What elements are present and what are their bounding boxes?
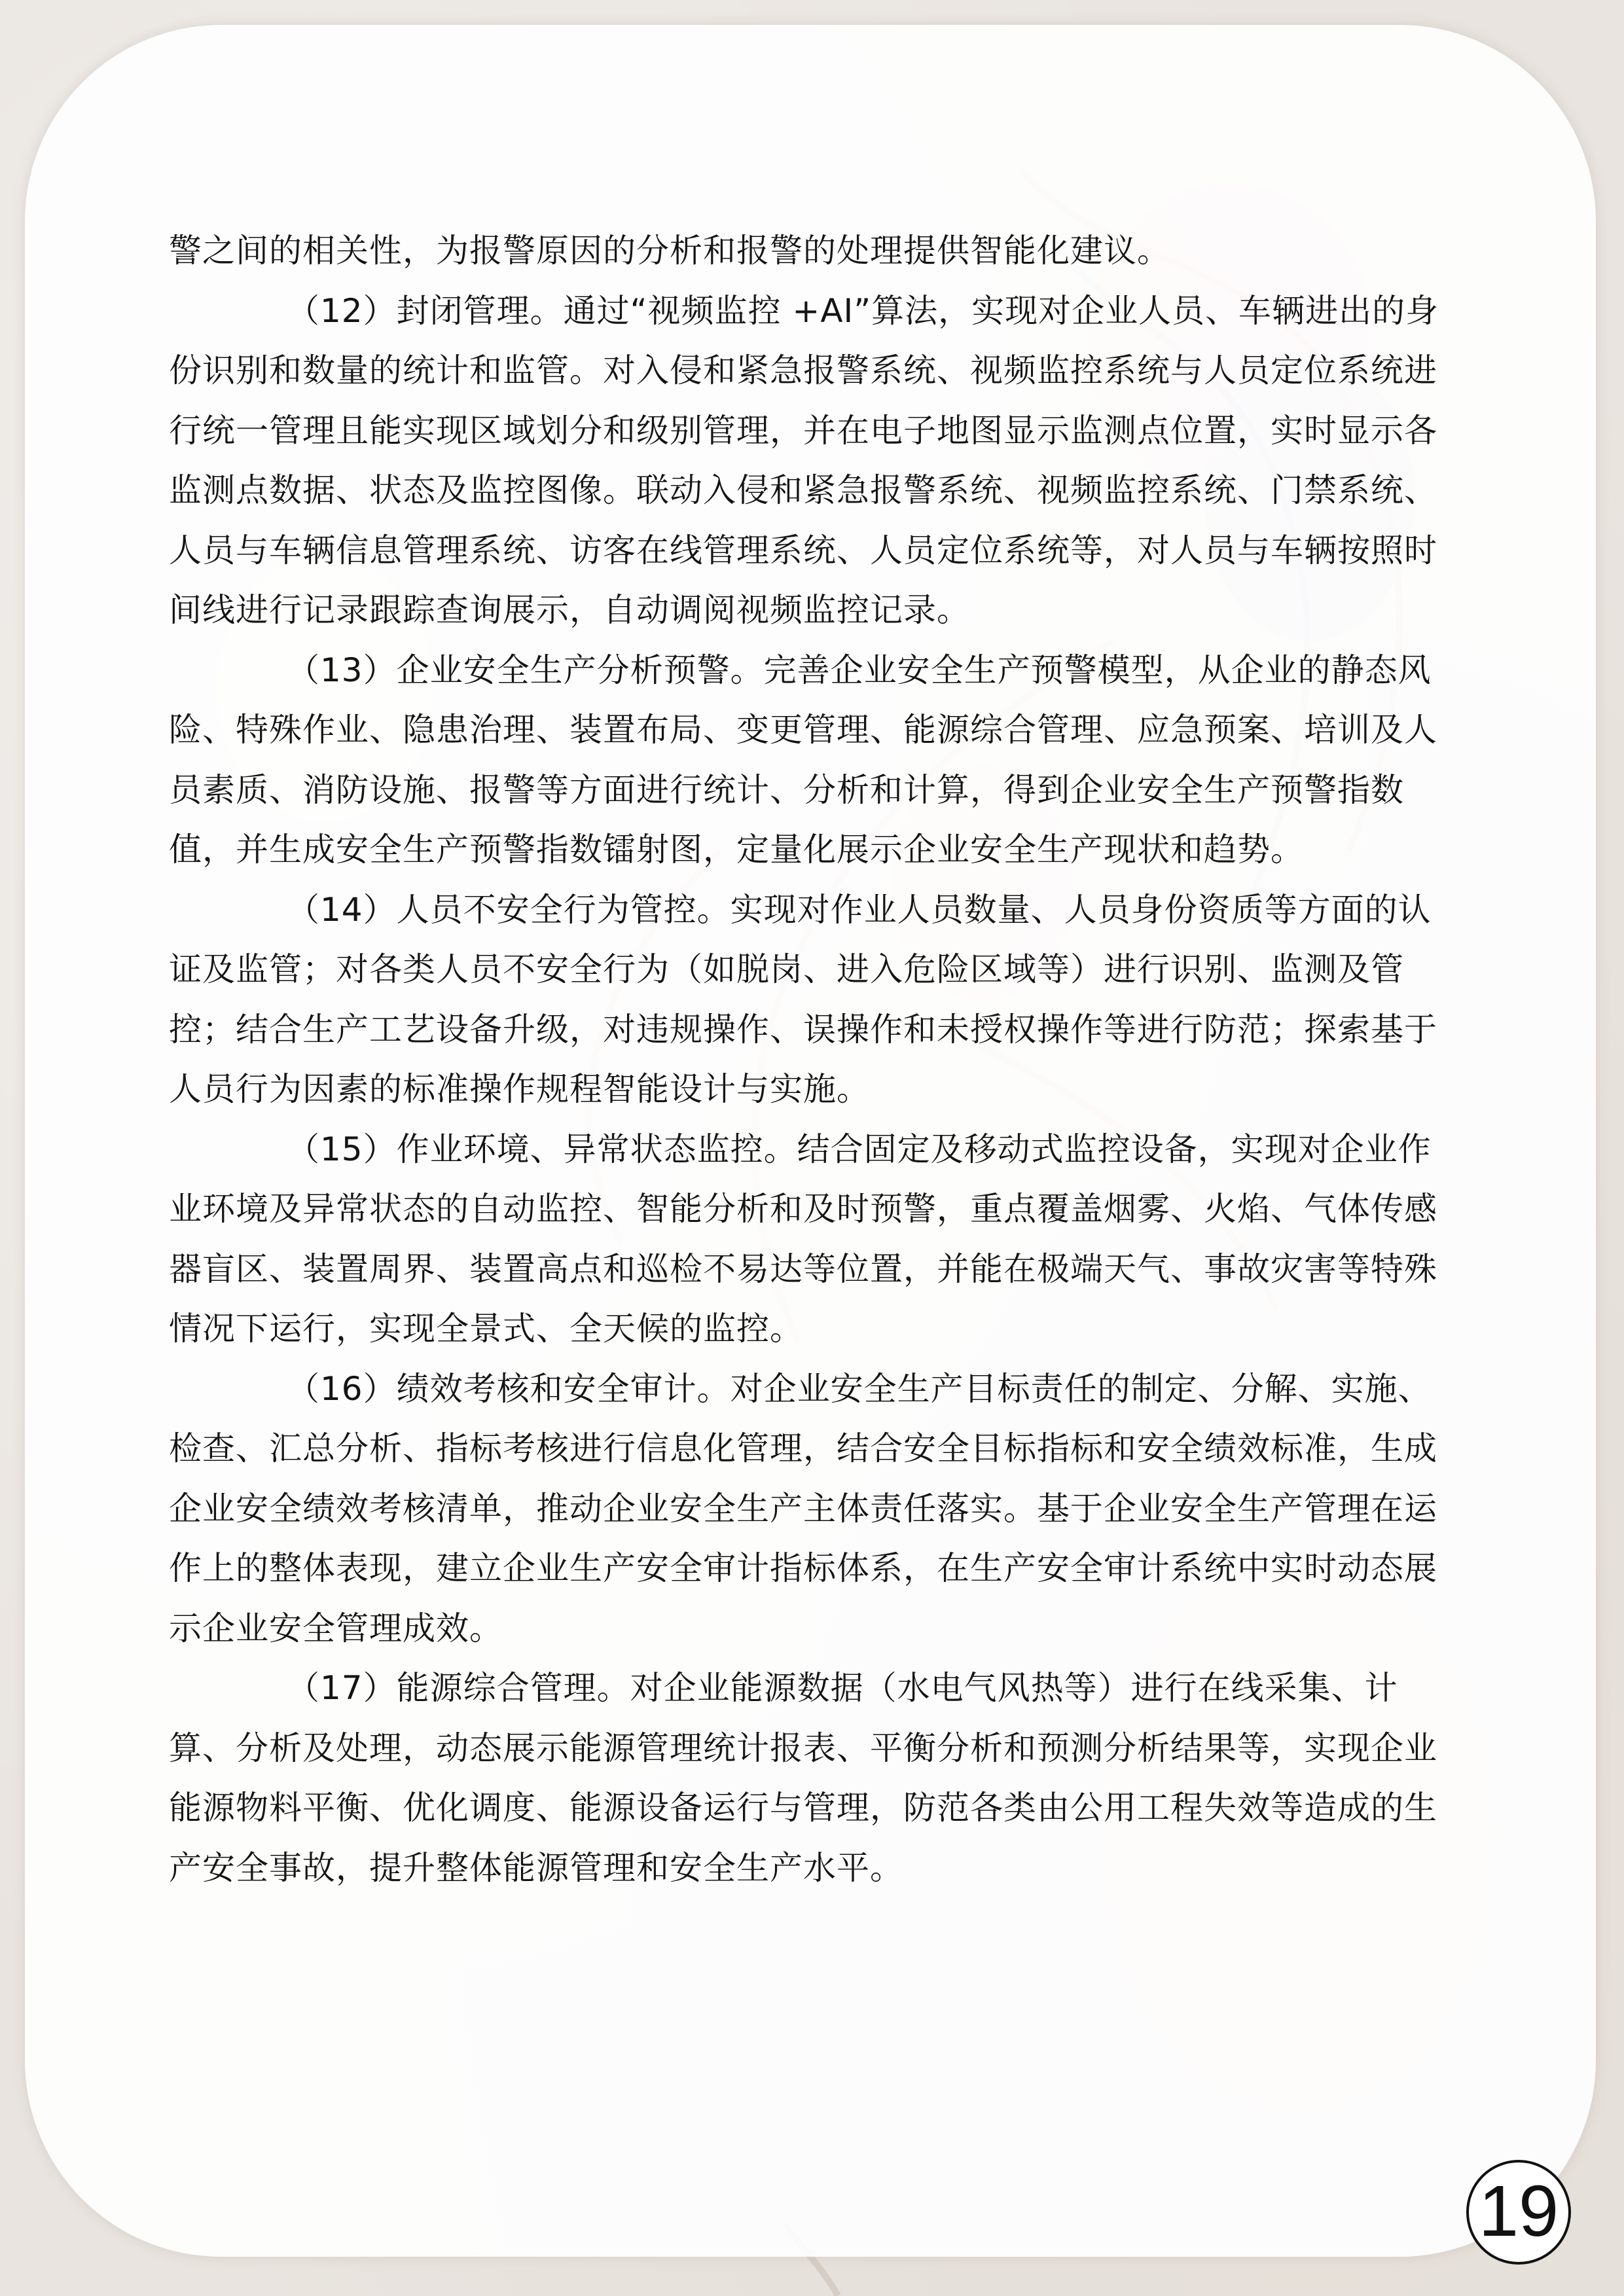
paragraph-intro-continuation: 警之间的相关性，为报警原因的分析和报警的处理提供智能化建议。 xyxy=(169,232,1170,270)
page-number-badge: 19 xyxy=(1466,2160,1571,2265)
document-body xyxy=(169,221,1452,1898)
paragraph-14-unsafe-behavior: （14）人员不安全行为管控。实现对作业人员数量、人员身份资质等方面的认证及监管；对各类人员不安全行为（如脱岗、进入危险区域等）进行识别、监测及管控；结合生产工艺设备升级，对违规操作、误操作和未授权操作等进行防范；探索基于人员行为因素的标准操作规程智能设计与实施。 xyxy=(169,890,1437,1108)
paragraph-15-environment-monitoring: （15）作业环境、异常状态监控。结合固定及移动式监控设备，实现对企业作业环境及异常状态的自动监控、智能分析和及时预警，重点覆盖烟雾、火焰、气体传感器盲区、装置周界、装置高点和巡检不易达等位置，并能在极端天气、事故灾害等特殊情况下运行，实现全景式、全天候的监控。 xyxy=(169,1130,1437,1348)
paragraph-13-safety-warning: （13）企业安全生产分析预警。完善企业安全生产预警模型，从企业的静态风险、特殊作业、隐患治理、装置布局、变更管理、能源综合管理、应急预案、培训及人员素质、消防设施、报警等方面进行统计、分析和计算，得到企业安全生产预警指数值，并生成安全生产预警指数镭射图，定量化展示企业安全生产现状和趋势。 xyxy=(169,651,1437,869)
paragraph-12-closed-management: （12）封闭管理。通过“视频监控 +AI”算法，实现对企业人员、车辆进出的身份识别和数量的统计和监管。对入侵和紧急报警系统、视频监控系统与人员定位系统进行统一管理且能实现区域划分和级别管理，并在电子地图显示监测点位置，实时显示各监测点数据、状态及监控图像。联动入侵和紧急报警系统、视频监控系统、门禁系统、人员与车辆信息管理系统、访客在线管理系统、人员定位系统等，对人员与车辆按照时间线进行记录跟踪查询展示，自动调阅视频监控记录。 xyxy=(169,291,1439,629)
paragraph-16-performance-audit: （16）绩效考核和安全审计。对企业安全生产目标责任的制定、分解、实施、检查、汇总分析、指标考核进行信息化管理，结合安全目标指标和安全绩效标准，生成企业安全绩效考核清单，推动企业安全生产主体责任落实。基于企业安全生产管理在运作上的整体表现，建立企业生产安全审计指标体系，在生产安全审计系统中实时动态展示企业安全管理成效。 xyxy=(169,1369,1437,1647)
paragraph-17-energy-management: （17）能源综合管理。对企业能源数据（水电气风热等）进行在线采集、计算、分析及处理，动态展示能源管理统计报表、平衡分析和预测分析结果等，实现企业能源物料平衡、优化调度、能源设备运行与管理，防范各类由公用工程失效等造成的生产安全事故，提升整体能源管理和安全生产水平。 xyxy=(169,1669,1437,1887)
